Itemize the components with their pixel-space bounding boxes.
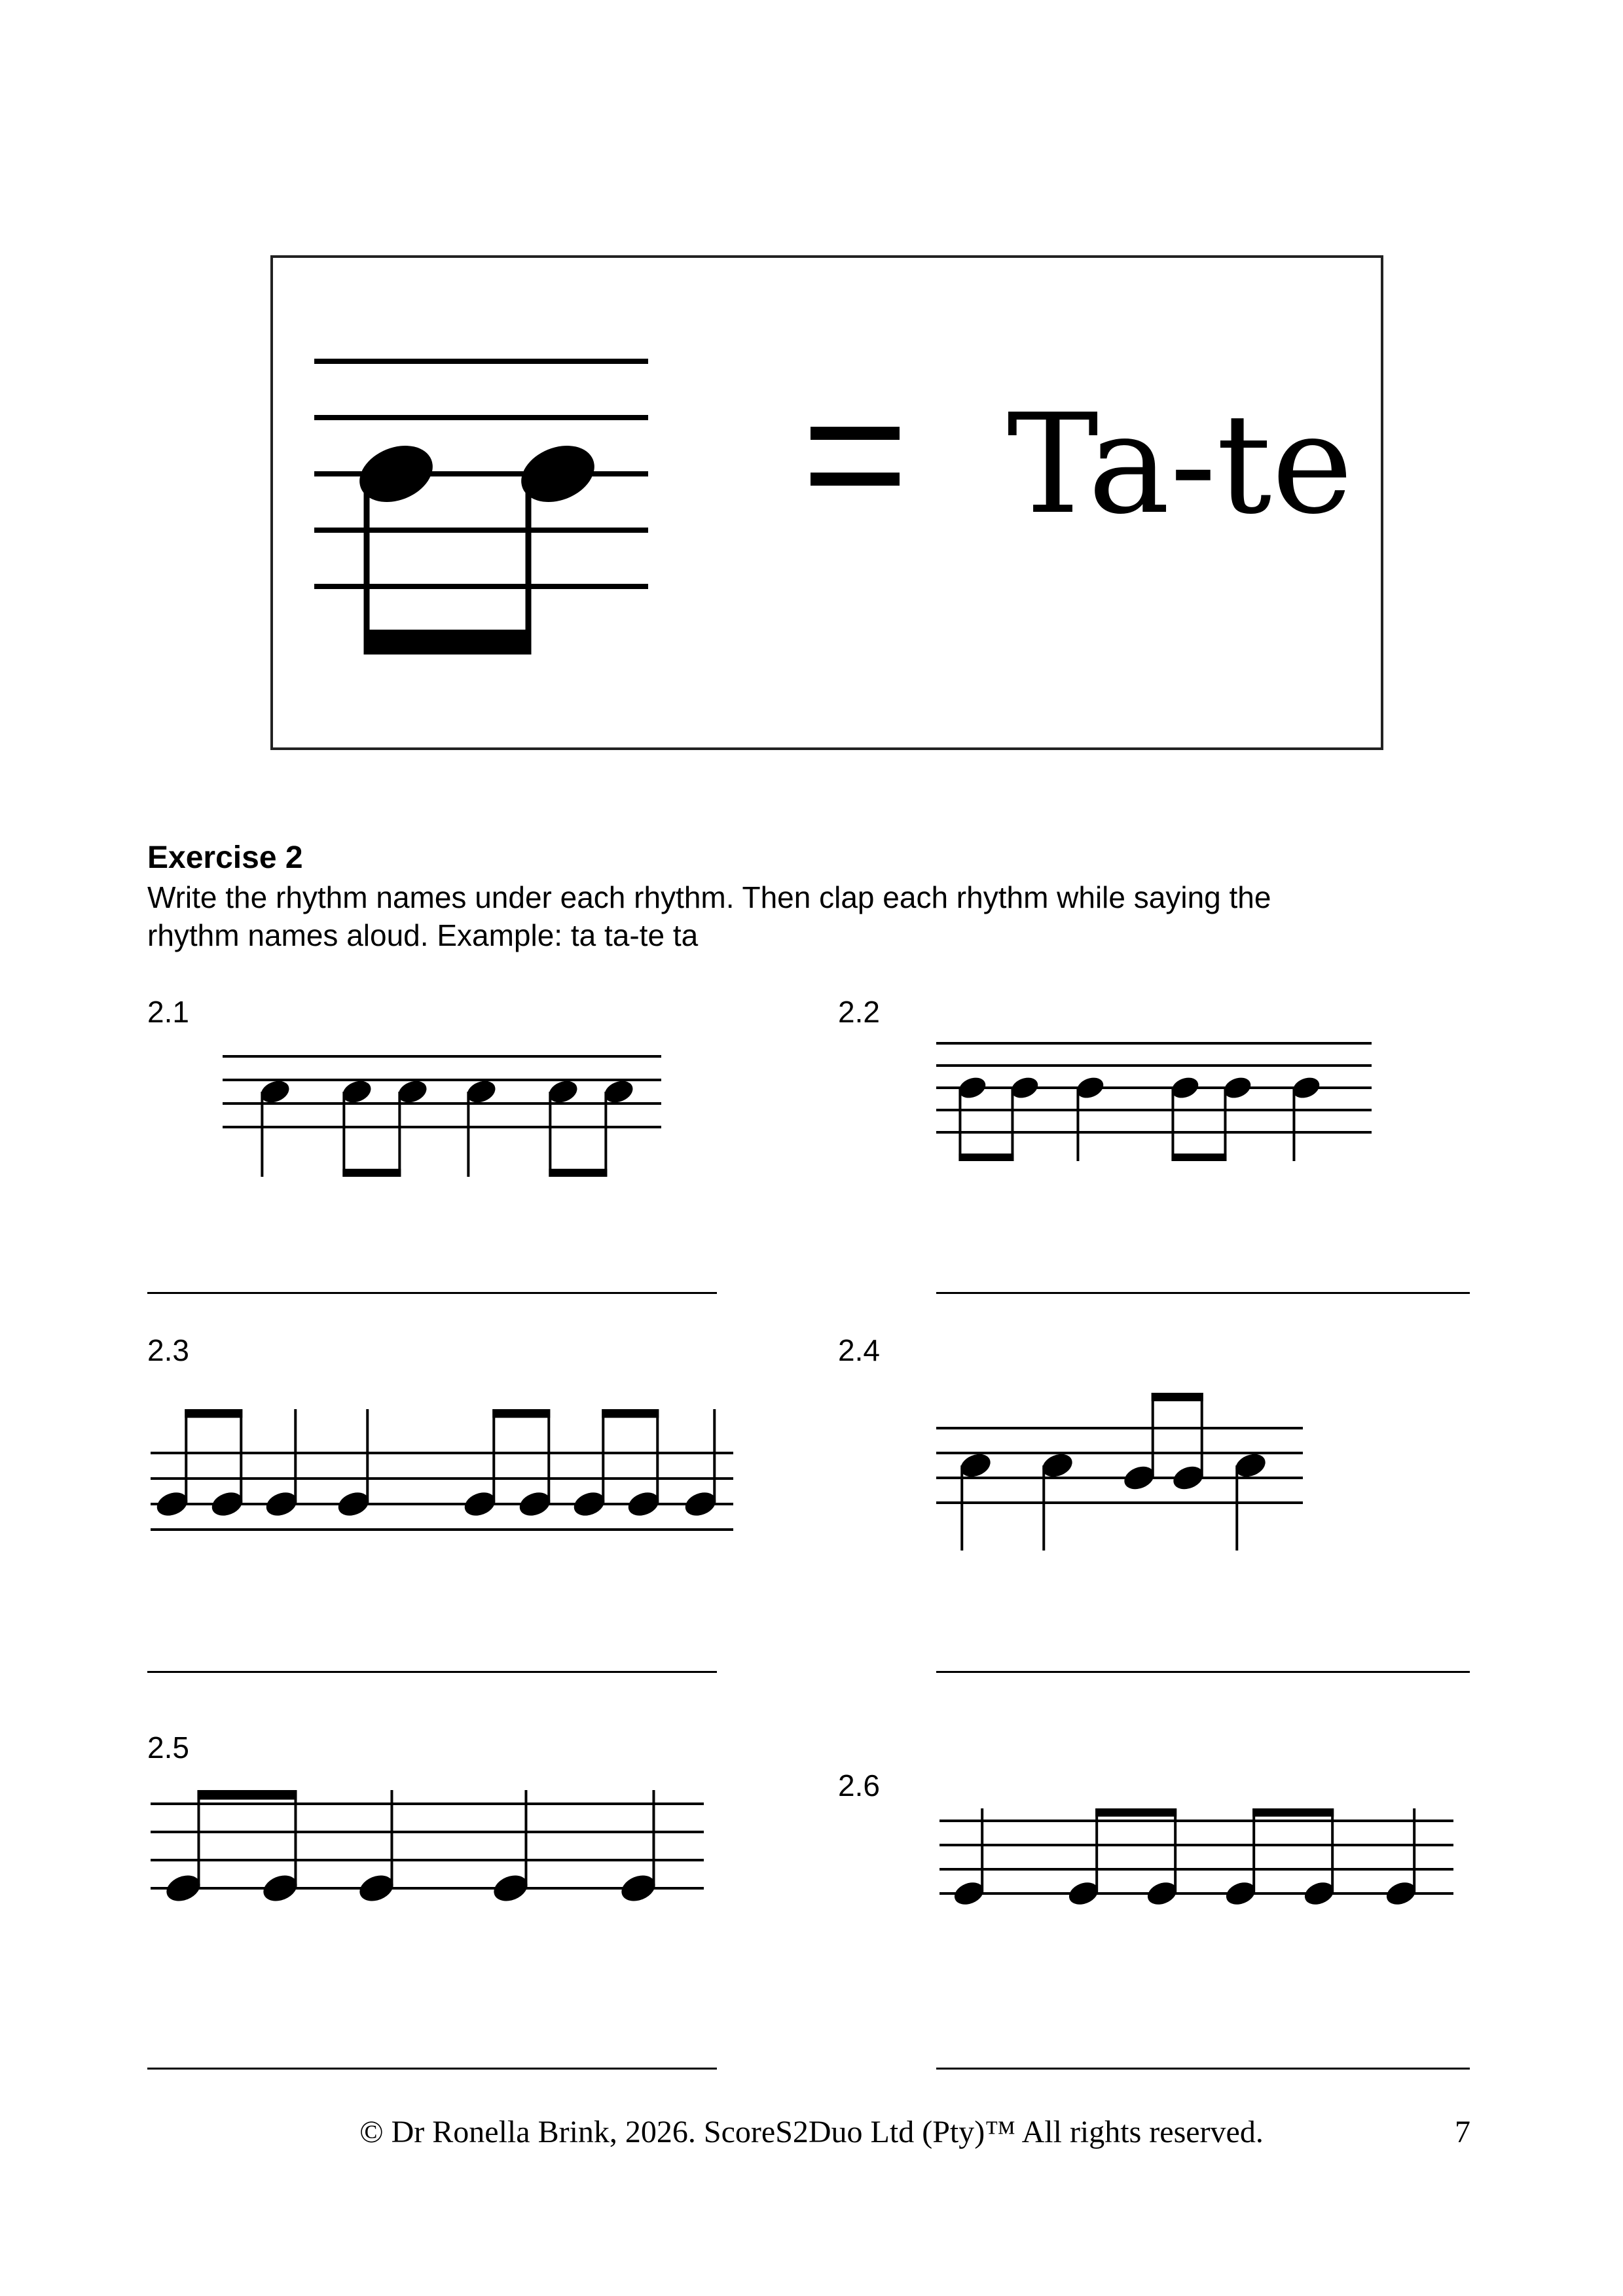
rhythm-staff: [936, 1813, 1460, 1931]
note-beam: [602, 1409, 659, 1418]
item-number: 2.5: [147, 1731, 189, 1765]
note-beam: [1252, 1808, 1334, 1817]
note-beam: [1152, 1393, 1203, 1401]
answer-line[interactable]: [147, 1292, 717, 1294]
item-number: 2.6: [838, 1768, 880, 1803]
exercise-title: Exercise 2: [147, 840, 303, 875]
rhythm-name-label: Ta-te: [1007, 384, 1353, 545]
note-beam: [1095, 1808, 1176, 1817]
rhythm-staff: [930, 1034, 1388, 1178]
answer-line[interactable]: [936, 1671, 1470, 1673]
item-number: 2.1: [147, 995, 189, 1029]
note-beam: [549, 1169, 607, 1177]
note-beam: [185, 1409, 242, 1418]
item-number: 2.4: [838, 1333, 880, 1367]
page-number: 7: [1455, 2115, 1470, 2149]
answer-line[interactable]: [147, 2068, 717, 2070]
note-beam: [958, 1153, 1013, 1161]
rhythm-staff: [216, 1047, 674, 1191]
note-beam: [197, 1790, 297, 1800]
item-number: 2.2: [838, 995, 880, 1029]
copyright-footer: © Dr Ronella Brink, 2026. ScoreS2Duo Ltd (Pty)™ All rights reserved.: [359, 2115, 1264, 2149]
rhythm-staff: [147, 1388, 737, 1571]
note-beam: [1171, 1153, 1226, 1161]
rhythm-staff: [930, 1394, 1322, 1564]
note-beam: [492, 1409, 550, 1418]
rhythm-staff: [147, 1793, 723, 1924]
item-number: 2.3: [147, 1333, 189, 1367]
note-beam: [342, 1169, 401, 1177]
answer-line[interactable]: [147, 1671, 717, 1673]
answer-line[interactable]: [936, 1292, 1470, 1294]
tate-notation: [314, 353, 655, 668]
equals-sign: [811, 414, 909, 499]
exercise-instructions: Write the rhythm names under each rhythm. Then clap each rhythm while saying the rhythm names aloud. Example: ta ta-te ta: [147, 880, 1271, 952]
answer-line[interactable]: [936, 2068, 1470, 2070]
